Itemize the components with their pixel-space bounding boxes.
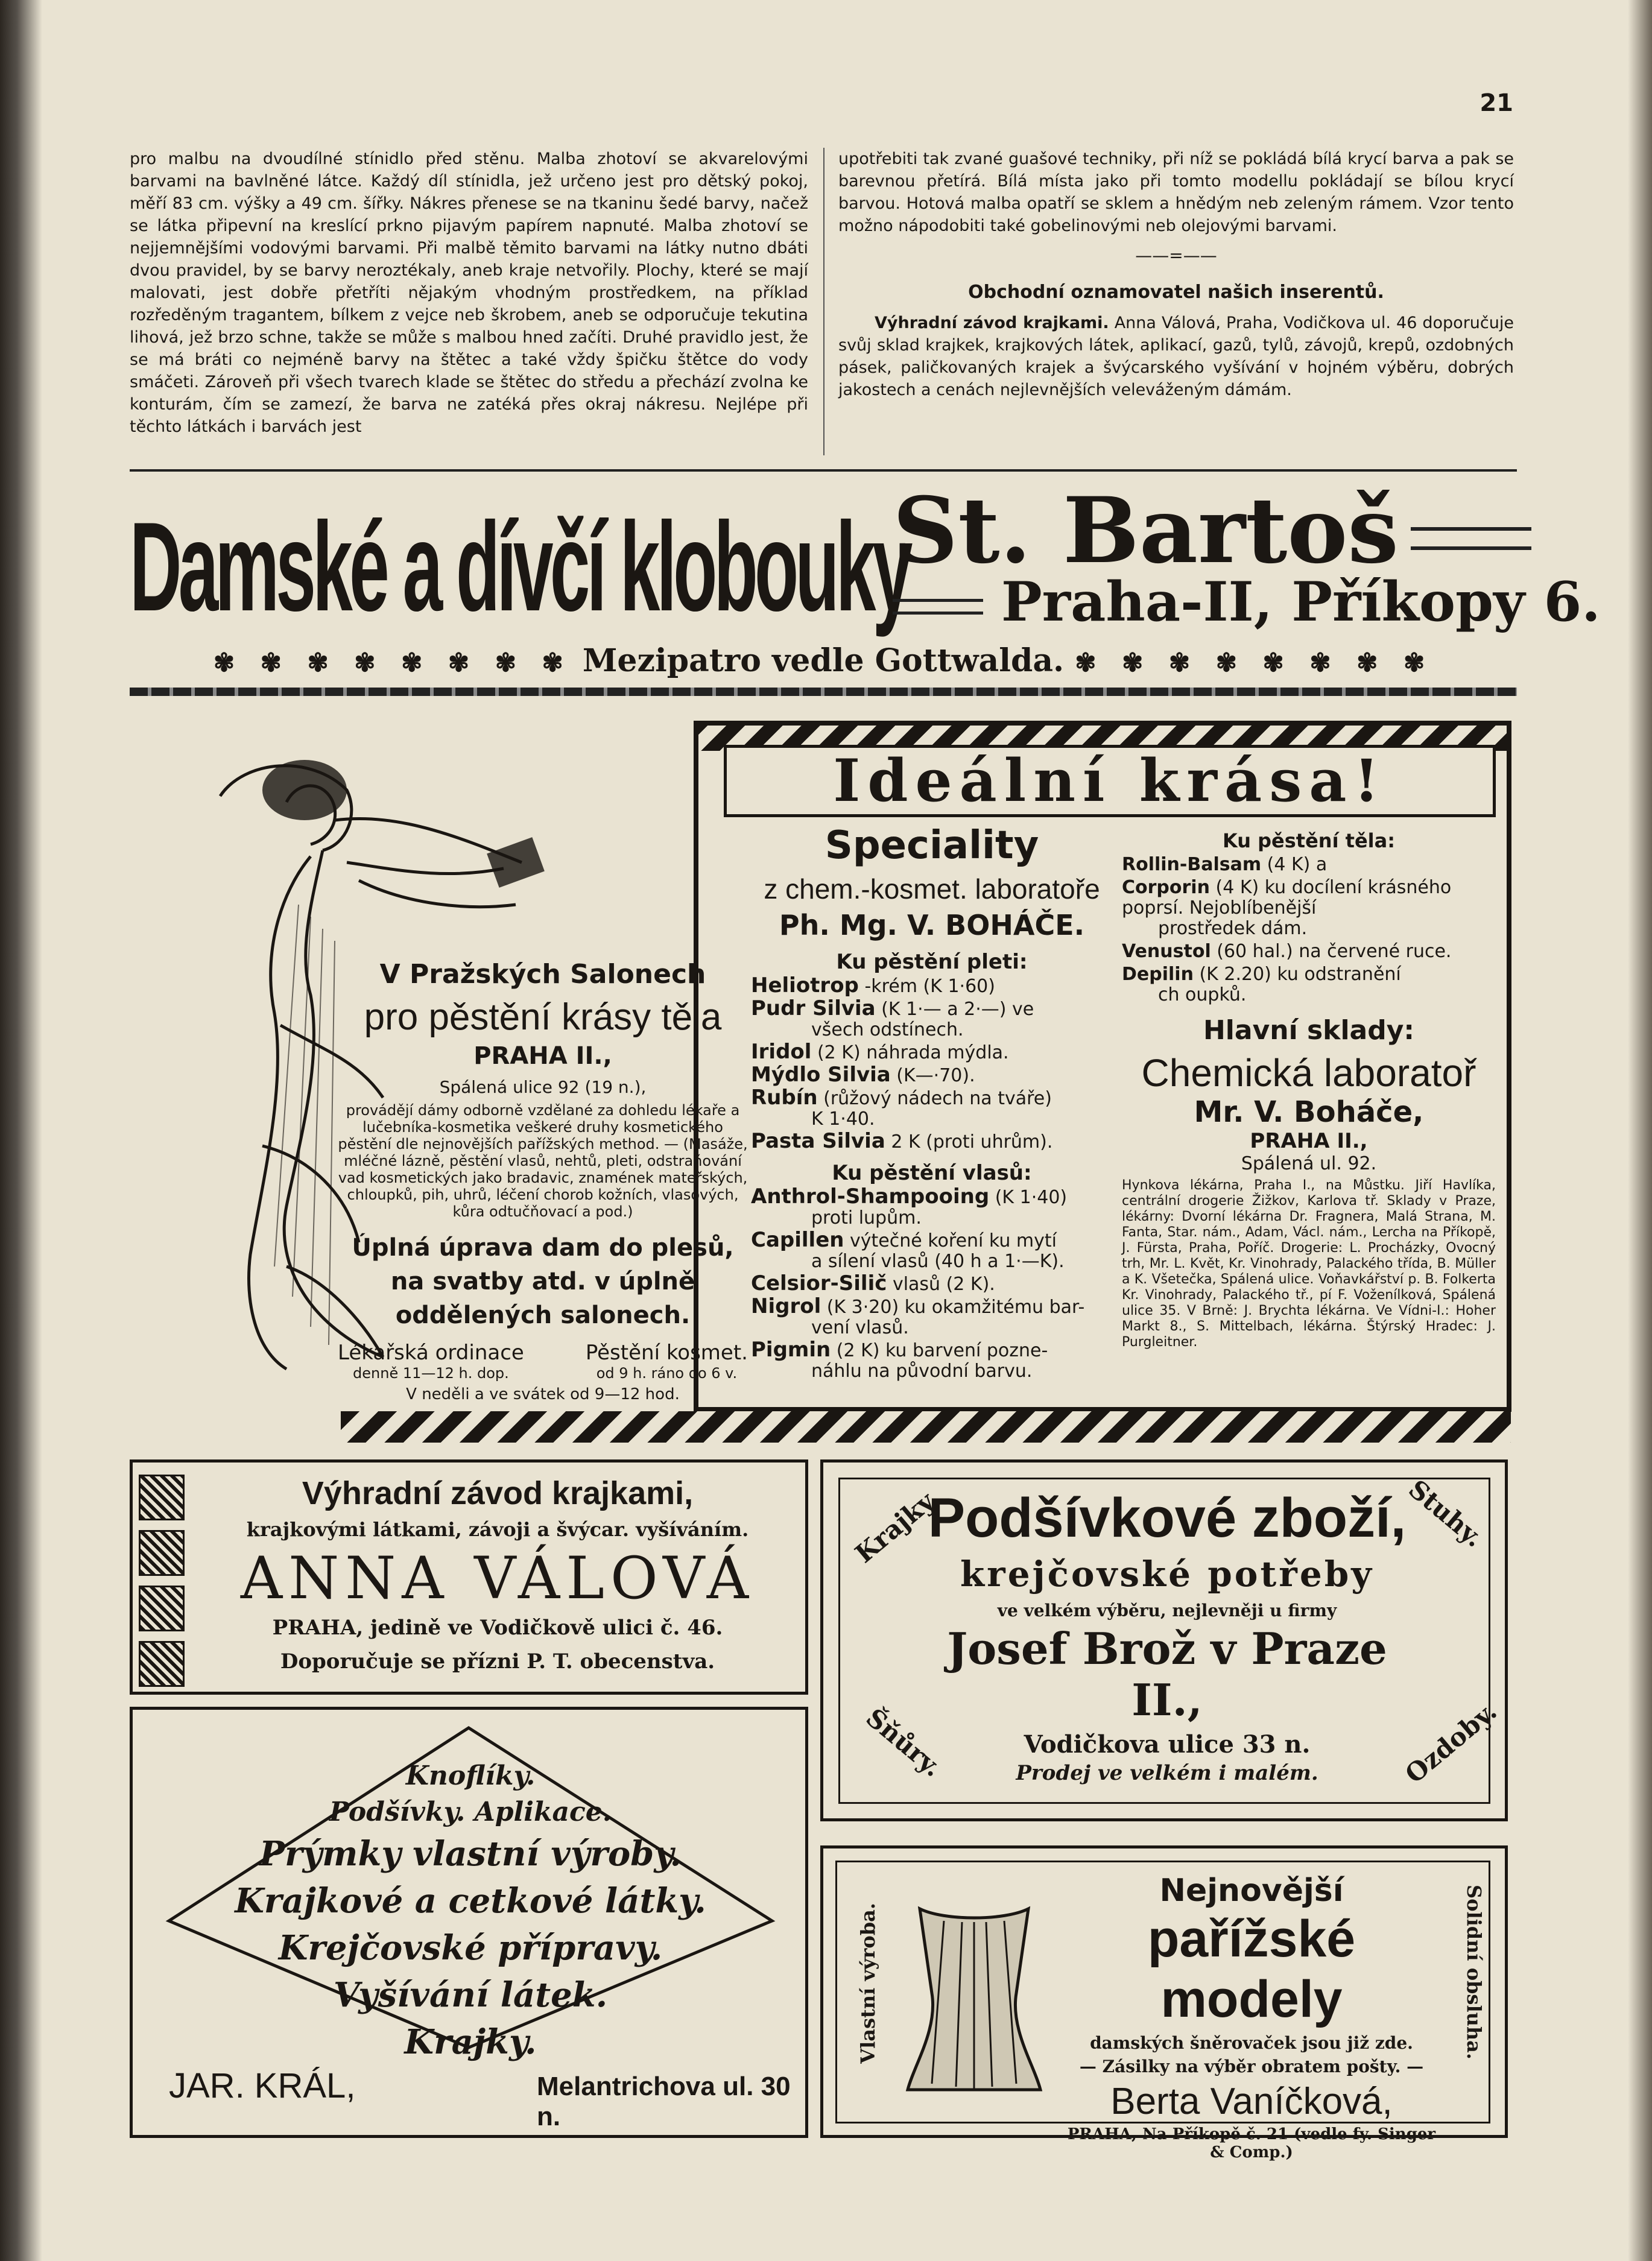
vanic-line2: pařížské modely: [1147, 1910, 1356, 2028]
depots-list: Hynkova lékárna, Praha I., na Můstku. Jiří Havlíka, centrální drogerie Žižkov, Karlova tř. Sklady v Praze, lékárny: Dvorní lékárna Dr. Fragnera, Malá Strana, M. Fanta, Star. nám., Adam, Václ. nám., Lercha na Příkopě, J. Fürsta, Praha, Poříč. Drogerie: L. Procházky, Ovocný trh, Mr. L. Květ, Kr. Vinohrady, Palackého třída, B. Müller a K. Všetečka, Spálená ulice. Voňavkářství p. B. Folkerta Kr. Vinohrady, Palackého tř., pí F. Voženílková, Spálená ulice 35. V Brně: J. Brychta lékárna. Ve Vídni-I.: Hoher Markt 8., S. Mittelbach, lékárna. Štýrský Hradec: J. Purgleitner.: [1122, 1178, 1496, 1350]
kral-line: Krajky.: [404, 2022, 537, 2062]
broz-line1: Podšívkové zboží,: [928, 1487, 1407, 1549]
bartos-name: St. Bartoš: [893, 478, 1399, 584]
sklady-heading: Hlavní sklady:: [1203, 1015, 1414, 1046]
double-rule-icon: [1411, 527, 1531, 550]
valova-line1: Výhradní závod krajkami,: [302, 1475, 694, 1511]
ads-notice: [838, 312, 1514, 401]
bartos-location-row: [130, 642, 1517, 679]
product-name: Rollin-Balsam: [1122, 854, 1262, 875]
product-sub: prostředek dám.: [1158, 918, 1308, 939]
salon-block: [338, 959, 748, 1403]
product-name: Venustol: [1122, 941, 1211, 962]
product-name: Mýdlo Silvia: [751, 1063, 891, 1087]
product-name: Anthrol-Shampooing: [751, 1184, 990, 1209]
product-item: [751, 1042, 1113, 1063]
article-right-text: upotřebiti tak zvané guašové techniky, při níž se pokládá bílá krycí barva a pak se barevnou přetírá. Bílá místa jako při tomto modellu pokládají se bílou krycí barvou. Hotová malba opatří se sklem a hnědým neb zeleným rámem. Vzor tento možno nápodobiti také gobelinovými neb olejovými barvami.: [838, 150, 1514, 235]
sunday-hours: V neděli a ve svátek od 9—12 hod.: [406, 1385, 680, 1403]
valova-line2: krajkovými látkami, závoji a švýcar. vyšíváním.: [246, 1518, 749, 1541]
product-item: [751, 998, 1113, 1040]
kral-address: Melantrichova ul. 30 n.: [537, 2072, 791, 2131]
ads-notice-text: Anna Válová, Praha, Vodičkova ul. 46 doporučuje svůj sklad krajkek, krajkových látek, aplikací, gazů, tylů, závojů, krepů, ozdobných pásek, paličkovaných krajek a švýcarského vyšívání v hojném výběru, dobrých jakostech a cenách nejlevnějších veleváženým dámám.: [838, 314, 1514, 399]
product-name: Pasta Silvia: [751, 1129, 885, 1153]
vanic-line1: Nejnovější: [1159, 1873, 1344, 1909]
product-item: [751, 975, 1113, 997]
column-divider: [823, 148, 824, 455]
kral-line: Krejčovské přípravy.: [278, 1928, 663, 1968]
product-desc: (K 2.20) ku odstranění: [1193, 964, 1401, 985]
right-page-edge: [1628, 0, 1652, 2261]
vlasu-list: [751, 1186, 1113, 1382]
left-page-edge: [0, 0, 42, 2261]
vanic-line4: — Zásilky na výběr obratem pošty. —: [1079, 2057, 1424, 2076]
product-desc: (2 K) ku barvení pozne-: [831, 1340, 1048, 1361]
product-item: [751, 1339, 1113, 1382]
vanic-side-right: Solidní obsluha.: [1463, 1885, 1486, 2060]
product-sub: vení vlasů.: [811, 1317, 909, 1338]
product-name: Celsior-Silič: [751, 1271, 887, 1295]
speciality-block: [751, 823, 1113, 1382]
product-item: [1122, 941, 1496, 962]
product-item: [751, 1131, 1113, 1153]
kral-line: Krajkové a cetkové látky.: [235, 1881, 706, 1921]
product-item: [1122, 855, 1496, 875]
product-desc: 2 K (proti uhrům).: [885, 1131, 1053, 1153]
ads-heading: Obchodní oznamovatel našich inserentů.: [968, 282, 1384, 303]
product-desc: (2 K) náhrada mýdla.: [811, 1042, 1009, 1063]
product-desc: (4 K) ku docílení krásného poprsí. Nejoblíbenější: [1122, 877, 1452, 919]
salon-description: provádějí dámy odborně vzdělané za dohledu lékaře a lučebníka-kosmetika veškeré druhy kosmetického pěstění dle nejnovějších pařížských method. — (Masáže, mléčné lázně, pěstění vlasů, nehtů, pleti, odstraňování vad kosmetických jako bradavic, znamének mateřských, chloupků, pih, uhrů, léčení chorob kožních, vlasových, kůra odtučňovací a pod.): [338, 1102, 748, 1220]
broz-ad: [820, 1459, 1508, 1821]
product-name: Nigrol: [751, 1294, 821, 1318]
bartos-name-row: [893, 478, 1531, 584]
product-desc: (K 1·— a 2·—) ve: [875, 999, 1034, 1020]
valova-address: PRAHA, jedině ve Vodičkově ulici č. 46.: [272, 1616, 723, 1640]
product-sub: ch oupků.: [1158, 984, 1247, 1005]
kral-line: Podšívky. Aplikace.: [329, 1797, 612, 1827]
lace-ornament-icon: [139, 1641, 185, 1687]
ideal-title: Ideální krása!: [724, 745, 1496, 817]
product-name: Iridol: [751, 1040, 812, 1064]
vanic-text: [1065, 1873, 1438, 2161]
product-desc: (4 K) a: [1261, 854, 1328, 875]
salon-title: V Pražských Salonech: [379, 959, 706, 990]
ordinace-hours: denně 11—12 h. dop.: [353, 1365, 509, 1382]
salon-subtitle: pro pěstění krásy těla: [364, 996, 722, 1038]
product-desc: (60 hal.) na červené ruce.: [1211, 941, 1452, 962]
broz-corner-br: Ozdoby.: [1399, 1696, 1502, 1789]
kral-ad: [130, 1707, 808, 2138]
speciality-title: Speciality: [824, 823, 1039, 868]
product-item: [751, 1273, 1113, 1295]
kral-line: Knoflíky.: [405, 1760, 536, 1791]
flower-ornament-icon: ✾ ✾ ✾ ✾ ✾ ✾ ✾ ✾: [1075, 648, 1434, 677]
tela-heading: Ku pěstění těla:: [1222, 829, 1396, 852]
ordinace-title: Lékařská ordinace: [338, 1341, 524, 1365]
decorative-bar: [130, 688, 1517, 696]
product-item: [1122, 964, 1496, 1005]
salon-hours: [338, 1341, 748, 1382]
product-name: Pudr Silvia: [751, 996, 876, 1020]
broz-sale: Prodej ve velkém i malém.: [1016, 1761, 1318, 1785]
product-desc: výtečné koření ku mytí: [844, 1230, 1057, 1251]
salon-city: PRAHA II.,: [473, 1042, 612, 1070]
broz-line3: ve velkém výběru, nejlevněji u firmy: [997, 1601, 1337, 1621]
horizontal-rule: [130, 469, 1517, 472]
ornament-divider: ——=——: [1135, 245, 1217, 265]
product-desc: (K 3·20) ku okamžitému bar-: [821, 1297, 1085, 1318]
bartos-address-row: [893, 570, 1601, 634]
vanic-address: PRAHA, Na Příkopě č. 21 (vedle fy. Singer & Comp.): [1067, 2125, 1436, 2161]
broz-corner-tr: Stuhy.: [1403, 1474, 1489, 1553]
double-rule-icon: [893, 599, 983, 615]
kral-name: JAR. KRÁL,: [169, 2066, 356, 2105]
pleti-heading: Ku pěstění pleti:: [836, 950, 1028, 974]
product-item: [751, 1064, 1113, 1086]
vanic-name: Berta Vaníčková,: [1110, 2081, 1393, 2122]
bartos-address: Praha-II, Příkopy 6.: [1001, 570, 1601, 634]
pesteni: [586, 1341, 748, 1382]
valova-recommend: Doporučuje se přízni P. T. obecenstva.: [280, 1649, 715, 1674]
hats-headline: Damské a dívčí klobouky: [130, 496, 910, 637]
ads-notice-bold: Výhradní závod krajkami.: [875, 314, 1109, 332]
kral-line: Prýmky vlastní výroby.: [259, 1834, 682, 1874]
product-desc: -krém (K 1·60): [858, 976, 995, 997]
chem-owner: Mr. V. Boháče,: [1194, 1095, 1424, 1129]
vanic-side-left: Vlastní výroba.: [856, 1903, 879, 2064]
kral-lines: [229, 1758, 712, 2066]
product-desc: (K—·70).: [890, 1065, 975, 1086]
broz-name: Josef Brož v Praze II.,: [947, 1623, 1387, 1725]
product-item: [751, 1230, 1113, 1272]
product-name: Pigmin: [751, 1338, 831, 1362]
product-desc: (růžový nádech na tváře): [817, 1088, 1052, 1109]
salon-address: Spálená ulice 92 (19 n.),: [439, 1077, 647, 1097]
broz-corner-bl: Šňůry.: [860, 1703, 948, 1783]
kral-line: Vyšívání látek.: [333, 1975, 608, 2015]
bartos-location: Mezipatro vedle Gottwalda.: [582, 642, 1065, 679]
article-right-column: [838, 148, 1514, 401]
vlasu-heading: Ku pěstění vlasů:: [832, 1161, 1032, 1185]
chem-lab: Chemická laboratoř: [1141, 1051, 1476, 1095]
pesteni-hours: od 9 h. ráno do 6 v.: [596, 1365, 738, 1382]
tela-list: [1122, 855, 1496, 1005]
article-left-column: pro malbu na dvoudílné stínidlo před stěnu. Malba zhotoví se akvarelovými barvami na bavlněné látce. Každý díl stínidla, jež určeno jest pro dětský pokoj, měří 83 cm. výšky a 49 cm. šířky. Nákres přenese se na tkaninu šedé barvy, načež se látka připevní na kreslící prkno pijavým papírem napnuté. Malba zhotoví se nejjemnějšími vodovými barvami. Při malbě těmito barvami na látky nutno dbáti dvou pravidel, by se barvy neroztékaly, aneb kraje netvořily. Plochy, které se mají malovati, jest dobře přetříti nějakým vhodným prostředkem, na příklad rozředěným tragantem, bílkem z vejce neb škrobem, aneb se odporučuje tekutina lihová, jež brzo schne, takže se může s malbou hned začíti. Druhé pravidlo jest, že se má bráti co nejméně barvy na štětec a také vždy špičku štětce do vody smáčeti. Zároveň při všech tvarech klade se štětec do středu a přechází zvolna ke konturám, čím se zamezí, že barva ne zatéká přes okraj nákresu. Nejlépe při těchto látkách i barvách jest: [130, 150, 808, 436]
broz-corner-tl: Krajky.: [849, 1482, 945, 1569]
product-name: Corporin: [1122, 877, 1210, 898]
broz-line2: krejčovské potřeby: [960, 1554, 1374, 1595]
product-item: [751, 1296, 1113, 1338]
product-sub: všech odstínech.: [811, 1019, 964, 1040]
product-name: Capillen: [751, 1228, 844, 1252]
product-sub: náhlu na původní barvu.: [811, 1361, 1033, 1382]
broz-address: Vodičkova ulice 33 n.: [1024, 1730, 1311, 1759]
product-desc: (K 1·40): [989, 1187, 1068, 1208]
product-desc: vlasů (2 K).: [887, 1274, 995, 1295]
product-sub: a sílení vlasů (40 h a 1·—K).: [811, 1251, 1065, 1272]
ideal-right-block: [1122, 829, 1496, 1350]
page-number: 21: [1480, 89, 1513, 117]
speciality-lab: z chem.-kosmet. laboratoře: [764, 873, 1100, 905]
ordinace: [338, 1341, 524, 1382]
product-item: [751, 1087, 1113, 1130]
lace-ornaments: [139, 1475, 187, 1697]
product-sub: proti lupům.: [811, 1207, 922, 1229]
product-name: Heliotrop: [751, 973, 859, 998]
pesteni-title: Pěstění kosmet.: [585, 1341, 748, 1365]
zigzag-border-bottom: [341, 1411, 1511, 1443]
corset-icon: [896, 1885, 1052, 2102]
product-sub: K 1·40.: [811, 1108, 875, 1130]
valova-ad: [130, 1459, 808, 1695]
chem-address: Spálená ul. 92.: [1241, 1153, 1377, 1174]
product-name: Rubín: [751, 1086, 818, 1110]
pleti-list: [751, 975, 1113, 1153]
salon-services: Úplná úprava dam do plesů, na svatby atd. v úplně oddělených salonech.: [352, 1234, 734, 1329]
lace-ornament-icon: [139, 1586, 185, 1631]
speciality-owner: Ph. Mg. V. BOHÁČE.: [779, 909, 1085, 941]
chem-city: PRAHA II.,: [1250, 1129, 1368, 1153]
lace-ornament-icon: [139, 1530, 185, 1576]
product-item: [751, 1186, 1113, 1229]
product-name: Depilin: [1122, 964, 1194, 985]
broz-text: [920, 1487, 1414, 1785]
valova-name: ANNA VÁLOVÁ: [240, 1545, 755, 1612]
flower-ornament-icon: ✾ ✾ ✾ ✾ ✾ ✾ ✾ ✾: [213, 648, 572, 677]
vanic-line3: damských šněrovaček jsou již zde.: [1090, 2033, 1413, 2053]
product-item: [1122, 878, 1496, 939]
vanic-ad: [820, 1845, 1508, 2161]
valova-text: [199, 1475, 796, 1674]
lace-ornament-icon: [139, 1475, 185, 1520]
